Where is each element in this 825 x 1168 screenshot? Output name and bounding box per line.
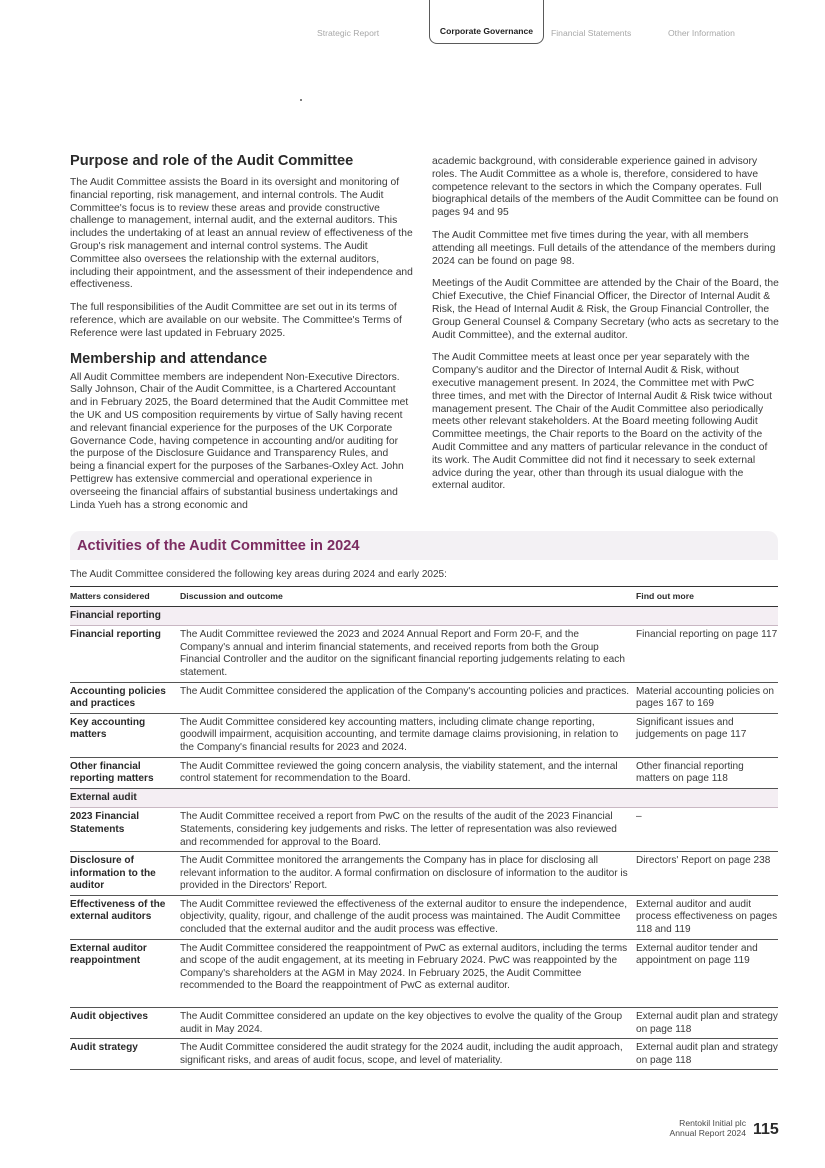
left-column [70,153,415,522]
matter-cell: Effectiveness of the external auditors [70,895,180,939]
column-header-matters: Matters considered [70,587,180,607]
table-row [70,808,778,852]
matter-cell: External auditor reappointment [70,939,180,1007]
matter-cell: Disclosure of information to the auditor [70,852,180,896]
column-header-find-out-more: Find out more [636,587,778,607]
activities-intro: The Audit Committee considered the following key areas during 2024 and early 2025: [70,569,447,580]
table-row [70,1008,778,1039]
discussion-cell: The Audit Committee considered key accounting matters, including climate change reporting, goodwill impairment, acquisition accounting, and termite damage claims provisioning, in relation to the Company's financial results for 2023 and 2024. [180,713,636,757]
table-header-row [70,587,778,607]
purpose-paragraph-1: The Audit Committee assists the Board in its oversight and monitoring of financial reporting, risk management, and internal controls. The Audit Committee's focus is to review these areas and provide constructive challenge to management, internal audit, and the external auditors. This includes the undertaking of at least an annual review of effectiveness of the Group's risk management and internal control systems. The Audit Committee also oversees the relationship with the external auditors, including their appointment, and the assessment of their independence and effectiveness. [70,177,413,291]
decorative-dot [300,99,302,101]
table-row [70,713,778,757]
column-header-discussion: Discussion and outcome [180,587,636,607]
tab-corporate-governance[interactable] [429,0,544,44]
find-out-more-cell: External auditor and audit process effectiveness on pages 118 and 119 [636,895,778,939]
right-paragraph-4: The Audit Committee meets at least once per year separately with the Company's auditor and the Director of Internal Audit & Risk, without executive management present. In 2024, the Committee met with PwC three times, and met with the Director of Internal Audit & Risk twice without management present. The Chair of the Audit Committee also periodically meets other relevant stakeholders. At the Board meeting following Audit Committee meetings, the Chair reports to the Board on the activity of the Audit Committee and any matters of particular relevance in the conduct of its work. The Audit Committee did not find it necessary to seek external advice during the year, other than through its usual dialogue with the external auditor. [432,352,772,492]
matter-cell: Accounting policies and practices [70,682,180,713]
purpose-paragraph-2: The full responsibilities of the Audit Committee are set out in its terms of reference, which are available on our website. The Committee's Terms of Reference were last updated in February 2025. [70,302,402,339]
group-title: Financial reporting [70,606,778,626]
tab-strategic-report[interactable]: Strategic Report [317,28,380,38]
footer-caption [670,1118,746,1139]
tab-label-corporate-governance: Corporate Governance [439,26,534,36]
matter-cell: Audit strategy [70,1039,180,1070]
right-column [432,156,780,503]
matter-cell: 2023 Financial Statements [70,808,180,852]
table-row [70,1039,778,1070]
page-number: 115 [753,1121,779,1138]
membership-paragraph: All Audit Committee members are independent Non-Executive Directors. Sally Johnson, Chair of the Audit Committee, is a Chartered Accountant and in February 2025, the Board determined that the Audit Committee met the UK and US composition requirements by virtue of Sally having recent and relevant financial experience for the purposes of the UK Corporate Governance Code, having competence in accounting and/or auditing for the purpose of the Disclosure Guidance and Transparency Rules, and being a financial expert for the purposes of the Sarbanes-Oxley Act. John Pettigrew has extensive commercial and operational experience in overseeing the financial affairs of substantial business undertakings and Linda Yueh has a strong economic and [70,371,409,511]
discussion-cell: The Audit Committee considered the reappointment of PwC as external auditors, including the terms and scope of the audit engagement, at its meeting in February 2024. PwC was reappointed by the Company's shareholders at the AGM in May 2024. In February 2025, the Audit Committee recommended to the Board the reappointment of PwC as external auditor. [180,939,636,1007]
table-row [70,852,778,896]
discussion-cell: The Audit Committee monitored the arrangements the Company has in place for disclosing all relevant information to the auditor. A formal confirmation on disclosure of information to the auditor is provided in the Directors' Report. [180,852,636,896]
group-row [70,788,778,808]
activities-heading: Activities of the Audit Committee in 2024 [77,537,360,554]
matter-cell: Other financial reporting matters [70,757,180,788]
discussion-cell: The Audit Committee received a report from PwC on the results of the audit of the 2023 Financial Statements, considering key judgements and risks. The letter of representation was also reviewed and recommended for approval to the Board. [180,808,636,852]
table-row [70,626,778,682]
discussion-cell: The Audit Committee considered an update on the key objectives to evolve the quality of the Group audit in May 2024. [180,1008,636,1039]
table-row [70,939,778,1007]
find-out-more-cell: Material accounting policies on pages 167 to 169 [636,682,778,713]
discussion-cell: The Audit Committee reviewed the effectiveness of the external auditor to ensure the independence, objectivity, quality, rigour, and challenge of the audit process was maintained. The Audit Committee concluded that the external auditor and the audit process was effective. [180,895,636,939]
find-out-more-cell: Other financial reporting matters on page 118 [636,757,778,788]
discussion-cell: The Audit Committee considered the audit strategy for the 2024 audit, including the audit approach, significant risks, and areas of audit focus, scope, and level of materiality. [180,1039,636,1070]
right-paragraph-2: The Audit Committee met five times during the year, with all members attending all meetings. Full details of the attendance of the members during 2024 can be found on page 98. [432,229,776,267]
footer-report: Annual Report 2024 [669,1128,746,1139]
activities-banner [70,531,778,560]
find-out-more-cell: Financial reporting on page 117 [636,626,778,682]
find-out-more-cell: External auditor tender and appointment on page 119 [636,939,778,1007]
tab-other-information[interactable]: Other Information [668,28,735,38]
discussion-cell: The Audit Committee reviewed the going concern analysis, the viability statement, and the internal control statement for recommendation to the Board. [180,757,636,788]
find-out-more-cell: External audit plan and strategy on page 118 [636,1039,778,1070]
matter-cell: Audit objectives [70,1008,180,1039]
table-row [70,757,778,788]
group-title: External audit [70,788,778,808]
purpose-heading: Purpose and role of the Audit Committee [70,153,354,169]
right-paragraph-1: academic background, with considerable experience gained in advisory roles. The Audit Committee as a whole is, therefore, considered to have competence relevant to the sectors in which the Company operates. Full biographical details of the members of the Audit Committee can be found on pages 94 and 95 [432,156,779,219]
group-row [70,606,778,626]
section-nav [0,0,825,48]
footer-company: Rentokil Initial plc [679,1118,746,1128]
find-out-more-cell: Directors' Report on page 238 [636,852,778,896]
right-paragraph-3: Meetings of the Audit Committee are attended by the Chair of the Board, the Chief Executive, the Chief Financial Officer, the Director of Internal Audit & Risk, the Head of Internal Audit & Risk, the Group Financial Controller, the Group General Counsel & Company Secretary (who acts as secretary to the Audit Committee), and the external auditor. [432,278,779,341]
discussion-cell: The Audit Committee considered the application of the Company's accounting policies and practices. [180,682,636,713]
tab-financial-statements[interactable]: Financial Statements [551,28,632,38]
matter-cell: Financial reporting [70,626,180,682]
find-out-more-cell: – [636,808,778,852]
matter-cell: Key accounting matters [70,713,180,757]
discussion-cell: The Audit Committee reviewed the 2023 and 2024 Annual Report and Form 20-F, and the Company's annual and interim financial statements, and received reports from both the Group Financial Controller and the auditor on the significant financial reporting judgements relating to each statement. [180,626,636,682]
find-out-more-cell: External audit plan and strategy on page 118 [636,1008,778,1039]
find-out-more-cell: Significant issues and judgements on page 117 [636,713,778,757]
table-row [70,682,778,713]
activities-table [70,586,778,1070]
membership-heading: Membership and attendance [70,350,268,367]
table-row [70,895,778,939]
